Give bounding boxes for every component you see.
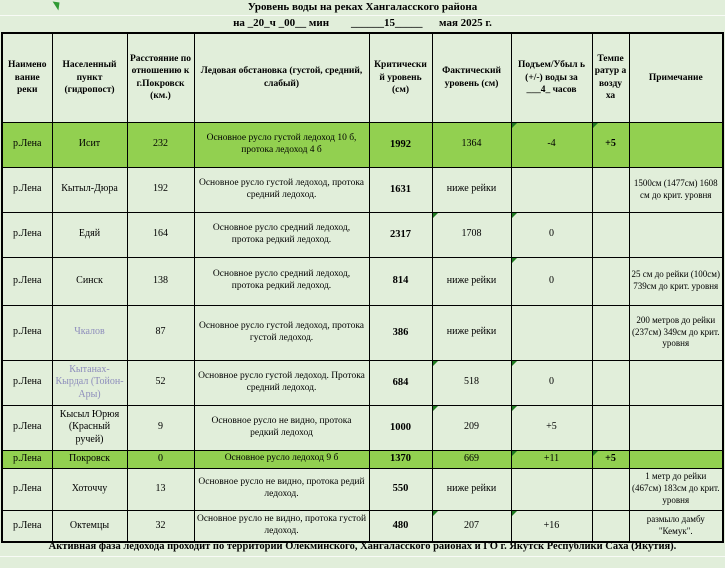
cell-river: р.Лена — [2, 405, 52, 450]
cell-critical-level: 386 — [369, 305, 432, 360]
cell-distance: 164 — [127, 212, 194, 257]
cell-note: 200 метров до рейки (237см) 349см до крит. уровня — [629, 305, 723, 360]
table-row — [2, 305, 723, 360]
cell-critical-level: 684 — [369, 360, 432, 405]
cell-water-change — [511, 468, 592, 510]
cell-note — [629, 212, 723, 257]
col-header-ice-conditions: Ледовая обстановка (густой, средний, слабый) — [194, 33, 369, 122]
cell-air-temp — [592, 468, 629, 510]
col-header-station: Населенный пункт (гидропост) — [52, 33, 127, 122]
header-row — [2, 33, 723, 122]
cell-actual-level: ниже рейки — [432, 468, 511, 510]
cell-river: р.Лена — [2, 212, 52, 257]
title-block — [0, 0, 725, 31]
cell-air-temp — [592, 212, 629, 257]
cell-station: Едяй — [52, 212, 127, 257]
cell-critical-level: 1631 — [369, 167, 432, 212]
cell-water-change: -4 — [511, 122, 592, 167]
cell-critical-level: 480 — [369, 510, 432, 542]
cell-distance: 0 — [127, 450, 194, 468]
table-row — [2, 212, 723, 257]
cell-ice-conditions: Основное русло не видно, протока редий ледоход. — [194, 468, 369, 510]
cell-distance: 32 — [127, 510, 194, 542]
cell-critical-level: 814 — [369, 257, 432, 305]
col-header-distance: Расстояние по отношению к г.Покровск (км.) — [127, 33, 194, 122]
cell-water-change: 0 — [511, 360, 592, 405]
cell-note — [629, 360, 723, 405]
cell-water-change — [511, 305, 592, 360]
cell-actual-level: 518 — [432, 360, 511, 405]
cell-air-temp: +5 — [592, 122, 629, 167]
cell-water-change: +16 — [511, 510, 592, 542]
cell-water-change: 0 — [511, 212, 592, 257]
table-row — [2, 122, 723, 167]
cell-note: 1 метр до рейки (467см) 183см до крит. уровня — [629, 468, 723, 510]
cell-ice-conditions: Основное русло густой ледоход 10 б, протока ледоход 4 б — [194, 122, 369, 167]
cell-river: р.Лена — [2, 360, 52, 405]
cell-station: Исит — [52, 122, 127, 167]
col-header-water-change: Подъем/Убыл ь (+/-) воды за ___4_ часов — [511, 33, 592, 122]
cell-water-change: 0 — [511, 257, 592, 305]
cell-river: р.Лена — [2, 450, 52, 468]
cell-note: размыло дамбу "Кемук". — [629, 510, 723, 542]
cell-air-temp — [592, 360, 629, 405]
cell-ice-conditions: Основное русло густой ледоход, протока густой ледоход. — [194, 305, 369, 360]
cell-actual-level: 1364 — [432, 122, 511, 167]
cell-air-temp — [592, 167, 629, 212]
cell-note: 1500см (1477см) 1608 см до крит. уровня — [629, 167, 723, 212]
footer-note: Активная фаза ледохода проходит по территории Олекминского, Хангаласского районах и ГО г. Якутск Республики Саха (Якутия). — [48, 541, 677, 552]
cell-air-temp — [592, 405, 629, 450]
cell-station: Кытанах-Кырдал (Тойон-Ары) — [52, 360, 127, 405]
cell-actual-level: 209 — [432, 405, 511, 450]
cell-distance: 232 — [127, 122, 194, 167]
cell-note: 25 см до рейки (100см) 739см до крит. уровня — [629, 257, 723, 305]
cell-ice-conditions: Основное русло густой ледоход. Протока средний ледоход. — [194, 360, 369, 405]
cell-water-change: +5 — [511, 405, 592, 450]
table-row — [2, 510, 723, 542]
cell-actual-level: 669 — [432, 450, 511, 468]
cell-ice-conditions: Основное русло не видно, протока редкий ледоход — [194, 405, 369, 450]
cell-ice-conditions: Основное русло средний ледоход, протока редкий ледоход. — [194, 257, 369, 305]
page-title: Уровень воды на реках Хангаласского района — [247, 1, 478, 13]
cell-distance: 52 — [127, 360, 194, 405]
cell-actual-level: ниже рейки — [432, 257, 511, 305]
cell-air-temp — [592, 510, 629, 542]
table-row — [2, 450, 723, 468]
cell-station: Чкалов — [52, 305, 127, 360]
col-header-actual-level: Фактический уровень (см) — [432, 33, 511, 122]
cell-actual-level: 1708 — [432, 212, 511, 257]
cell-river: р.Лена — [2, 510, 52, 542]
cell-station: Хоточчу — [52, 468, 127, 510]
cell-note — [629, 405, 723, 450]
cell-river: р.Лена — [2, 468, 52, 510]
gridline — [0, 556, 725, 557]
water-level-table — [1, 32, 724, 543]
cell-distance: 13 — [127, 468, 194, 510]
col-header-critical-level: Критически й уровень (см) — [369, 33, 432, 122]
cell-air-temp — [592, 305, 629, 360]
cell-river: р.Лена — [2, 167, 52, 212]
table-row — [2, 468, 723, 510]
cell-note — [629, 122, 723, 167]
cell-note — [629, 450, 723, 468]
table-row — [2, 167, 723, 212]
table-row — [2, 360, 723, 405]
cell-critical-level: 550 — [369, 468, 432, 510]
table-row — [2, 405, 723, 450]
cell-critical-level: 1992 — [369, 122, 432, 167]
table-row — [2, 257, 723, 305]
cell-river: р.Лена — [2, 305, 52, 360]
cell-actual-level: ниже рейки — [432, 167, 511, 212]
cell-critical-level: 1370 — [369, 450, 432, 468]
cell-critical-level: 2317 — [369, 212, 432, 257]
cell-station: Кысыл Юрюя (Красный ручей) — [52, 405, 127, 450]
cell-actual-level: ниже рейки — [432, 305, 511, 360]
cell-station: Октемцы — [52, 510, 127, 542]
cell-distance: 9 — [127, 405, 194, 450]
cell-critical-level: 1000 — [369, 405, 432, 450]
cell-ice-conditions: Основное русло густой ледоход, протока средний ледоход. — [194, 167, 369, 212]
cell-air-temp — [592, 257, 629, 305]
cell-ice-conditions: Основное русло не видно, протока густой ледоход. — [194, 510, 369, 542]
cell-ice-conditions: Основное русло средний ледоход, протока редкий ледоход. — [194, 212, 369, 257]
cell-river: р.Лена — [2, 122, 52, 167]
col-header-river: Наимено вание реки — [2, 33, 52, 122]
cell-river: р.Лена — [2, 257, 52, 305]
cell-distance: 87 — [127, 305, 194, 360]
cell-distance: 138 — [127, 257, 194, 305]
cell-air-temp: +5 — [592, 450, 629, 468]
cell-station: Покровск — [52, 450, 127, 468]
cell-ice-conditions: Основное русло ледоход 9 б — [194, 450, 369, 468]
cell-station: Кытыл-Дюра — [52, 167, 127, 212]
cell-water-change — [511, 167, 592, 212]
cell-water-change: +11 — [511, 450, 592, 468]
col-header-air-temp: Темпе ратур а возду ха — [592, 33, 629, 122]
col-header-note: Примечание — [629, 33, 723, 122]
cell-station: Синск — [52, 257, 127, 305]
cell-actual-level: 207 — [432, 510, 511, 542]
page-subtitle: на _20_ч _00__ мин ______15_____ мая 2025 г. — [233, 17, 492, 29]
cell-distance: 192 — [127, 167, 194, 212]
